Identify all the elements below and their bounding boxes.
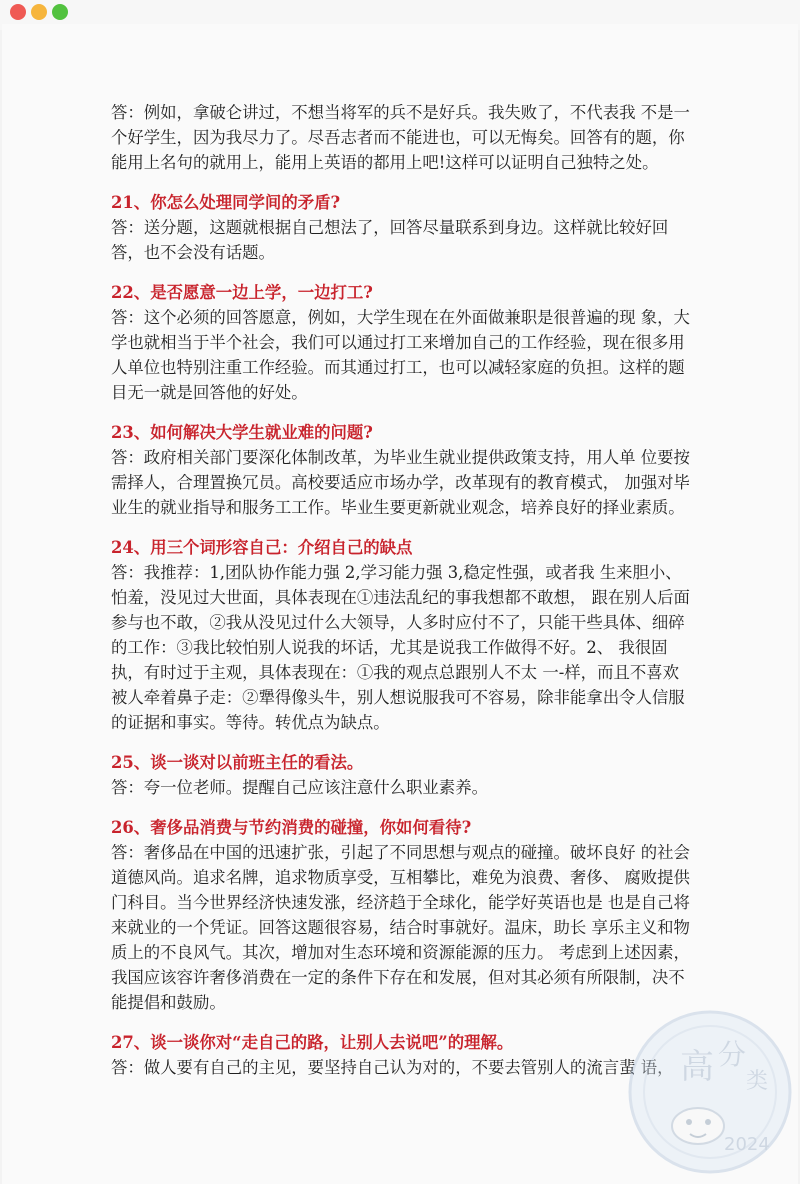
seal-glyph-1: 高 <box>680 1047 714 1087</box>
question-heading: 22、是否愿意一边上学，一边打工? <box>111 283 373 302</box>
qa-item-23 <box>111 420 693 520</box>
qa-item-22 <box>111 280 693 405</box>
question-heading: 27、谈一谈你对“走自己的路，让别人去说吧”的理解。 <box>111 1033 514 1052</box>
answer-text: 答：政府相关部门要深化体制改革，为毕业生就业提供政策支持，用人单 位要按需择人，合理置换冗员。高校要适应市场办学，改革现有的教育模式， 加强对毕业生的就业指导和服务工工作。毕业生要更新就业观念，培养良好的择业素质。 <box>111 448 690 517</box>
answer-text: 答：夸一位老师。提醒自己应该注意什么职业素养。 <box>111 778 488 797</box>
answer-text: 答：这个必须的回答愿意，例如，大学生现在在外面做兼职是很普遍的现 象，大学也就相当于半个社会，我们可以通过打工来增加自己的工作经验，现在很多用人单位也特别注重工作经验。而其通过打工，也可以减轻家庭的负担。这样的题目无一就是回答他的好处。 <box>111 308 690 402</box>
question-heading: 21、你怎么处理同学间的矛盾? <box>111 193 341 212</box>
qa-item-21 <box>111 190 693 265</box>
maximize-window-button[interactable] <box>52 4 68 20</box>
qa-item-24 <box>111 535 693 735</box>
answer-text: 答：我推荐：1,团队协作能力强 2,学习能力强 3,稳定性强，或者我 生来胆小、怕羞，没见过大世面，具体表现在①违法乱纪的事我想都不敢想， 跟在别人后面参与也不敢，②我从没见过什么大领导，人多时应付不了，只能干些具体、细碎的工作：③我比较怕别人说我的坏话，尤其是说我工作做得不好。2、 我很固执，有时过于主观，具体表现在：①我的观点总跟别人不太 一-样，而且不喜欢被人牵着鼻子走：②犟得像头牛，别人想说服我可不容易，除非能拿出令人信服的证据和事实。等待。转优点为缺点。 <box>111 563 690 732</box>
qa-item-27 <box>111 1030 693 1080</box>
intro-section <box>111 100 693 175</box>
minimize-window-button[interactable] <box>31 4 47 20</box>
qa-item-25 <box>111 750 693 800</box>
close-window-button[interactable] <box>10 4 26 20</box>
question-heading: 24、用三个词形容自己：介绍自己的缺点 <box>111 538 413 557</box>
intro-answer: 答：例如，拿破仑讲过，不想当将军的兵不是好兵。我失败了，不代表我 不是一个好学生，因为我尽力了。尽吾志者而不能进也，可以无悔矣。回答有的题，你能用上名句的就用上，能用上英语的都用上吧!这样可以证明自己独特之处。 <box>111 103 690 172</box>
seal-glyph-2: 分 <box>718 1038 747 1071</box>
seal-glyph-3: 类 <box>746 1069 769 1094</box>
question-heading: 26、奢侈品消费与节约消费的碰撞，你如何看待? <box>111 818 472 837</box>
question-heading: 25、谈一谈对以前班主任的看法。 <box>111 753 364 772</box>
answer-text: 答：送分题，这题就根据自己想法了，回答尽量联系到身边。这样就比较好回答，也不会没有话题。 <box>111 218 669 262</box>
watermark-seal-icon <box>626 1008 794 1176</box>
seal-year: 2024 <box>724 1134 770 1155</box>
qa-item-26 <box>111 815 693 1015</box>
document-content <box>111 100 693 1095</box>
answer-text: 答：奢侈品在中国的迅速扩张，引起了不同思想与观点的碰撞。破坏良好 的社会道德风尚。追求名牌，追求物质享受，互相攀比，难免为浪费、奢侈、 腐败提供门科目。当今世界经济快速发涨，经济趋于全球化，能学好英语也是 也是自己将来就业的一个凭证。回答这题很容易，结合时事就好。温床，助长 享乐主义和物质上的不良风气。其次，增加对生态环境和资源能源的压力。 考虑到上述因素，我国应该容许奢侈消费在一定的条件下存在和发展，但对其必须有所限制，决不能提倡和鼓励。 <box>111 843 690 1012</box>
question-heading: 23、如何解决大学生就业难的问题? <box>111 423 373 442</box>
answer-text: 答：做人要有自己的主见，要坚持自己认为对的，不要去管别人的流言蜚 语， <box>111 1058 674 1077</box>
